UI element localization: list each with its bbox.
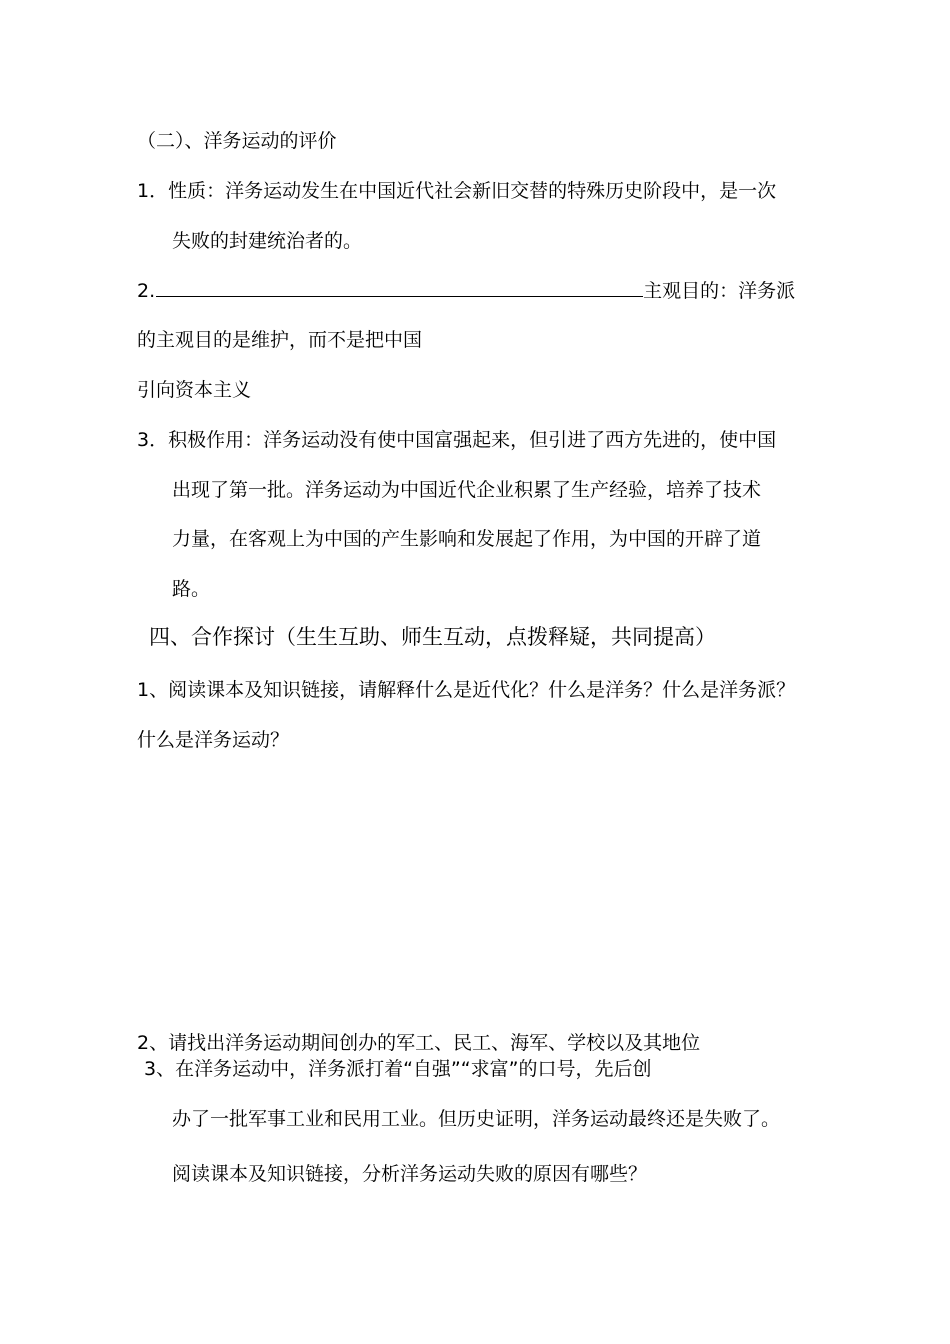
item1-line2: 失败的封建统治者的。 [172,230,363,252]
question2: 2、请找出洋务运动期间创办的军工、民工、海军、学校以及其地位 [137,1032,701,1054]
question1-line1: 1、阅读课本及知识链接，请解释什么是近代化？什么是洋务？什么是洋务派？ [137,679,796,701]
item3-line3: 力量，在客观上为中国的产生影响和发展起了作用，为中国的开辟了道 [172,528,762,550]
question3-line1: 3、在洋务运动中，洋务派打着“自强”“求富”的口号，先后创 [144,1058,652,1080]
section-four-title: 四、合作探讨（生生互助、师生互动，点拨释疑，共同提高） [149,625,716,649]
question3-line2: 办了一批军事工业和民用工业。但历史证明，洋务运动最终还是失败了。 [172,1108,781,1130]
question1-line2: 什么是洋务运动？ [137,729,290,751]
item2-line1 [137,278,795,304]
item3-line1: 3．积极作用：洋务运动没有使中国富强起来，但引进了西方先进的，使中国 [137,429,777,451]
item2-line2: 的主观目的是维护，而不是把中国 [137,329,423,351]
item3-line4: 路。 [172,578,211,600]
fill-in-blank[interactable] [156,278,643,297]
question3-line3: 阅读课本及知识链接，分析洋务运动失败的原因有哪些？ [172,1163,648,1185]
item3-line2: 出现了第一批。洋务运动为中国近代企业积累了生产经验，培养了技术 [172,479,762,501]
item1-line1: 1．性质：洋务运动发生在中国近代社会新旧交替的特殊历史阶段中，是一次 [137,180,777,202]
item2-line3: 引向资本主义 [137,379,252,401]
section-two-title: （二）、洋务运动的评价 [137,130,337,152]
item2-suffix: 主观目的：洋务派 [643,280,796,302]
item2-number: 2. [137,280,156,302]
